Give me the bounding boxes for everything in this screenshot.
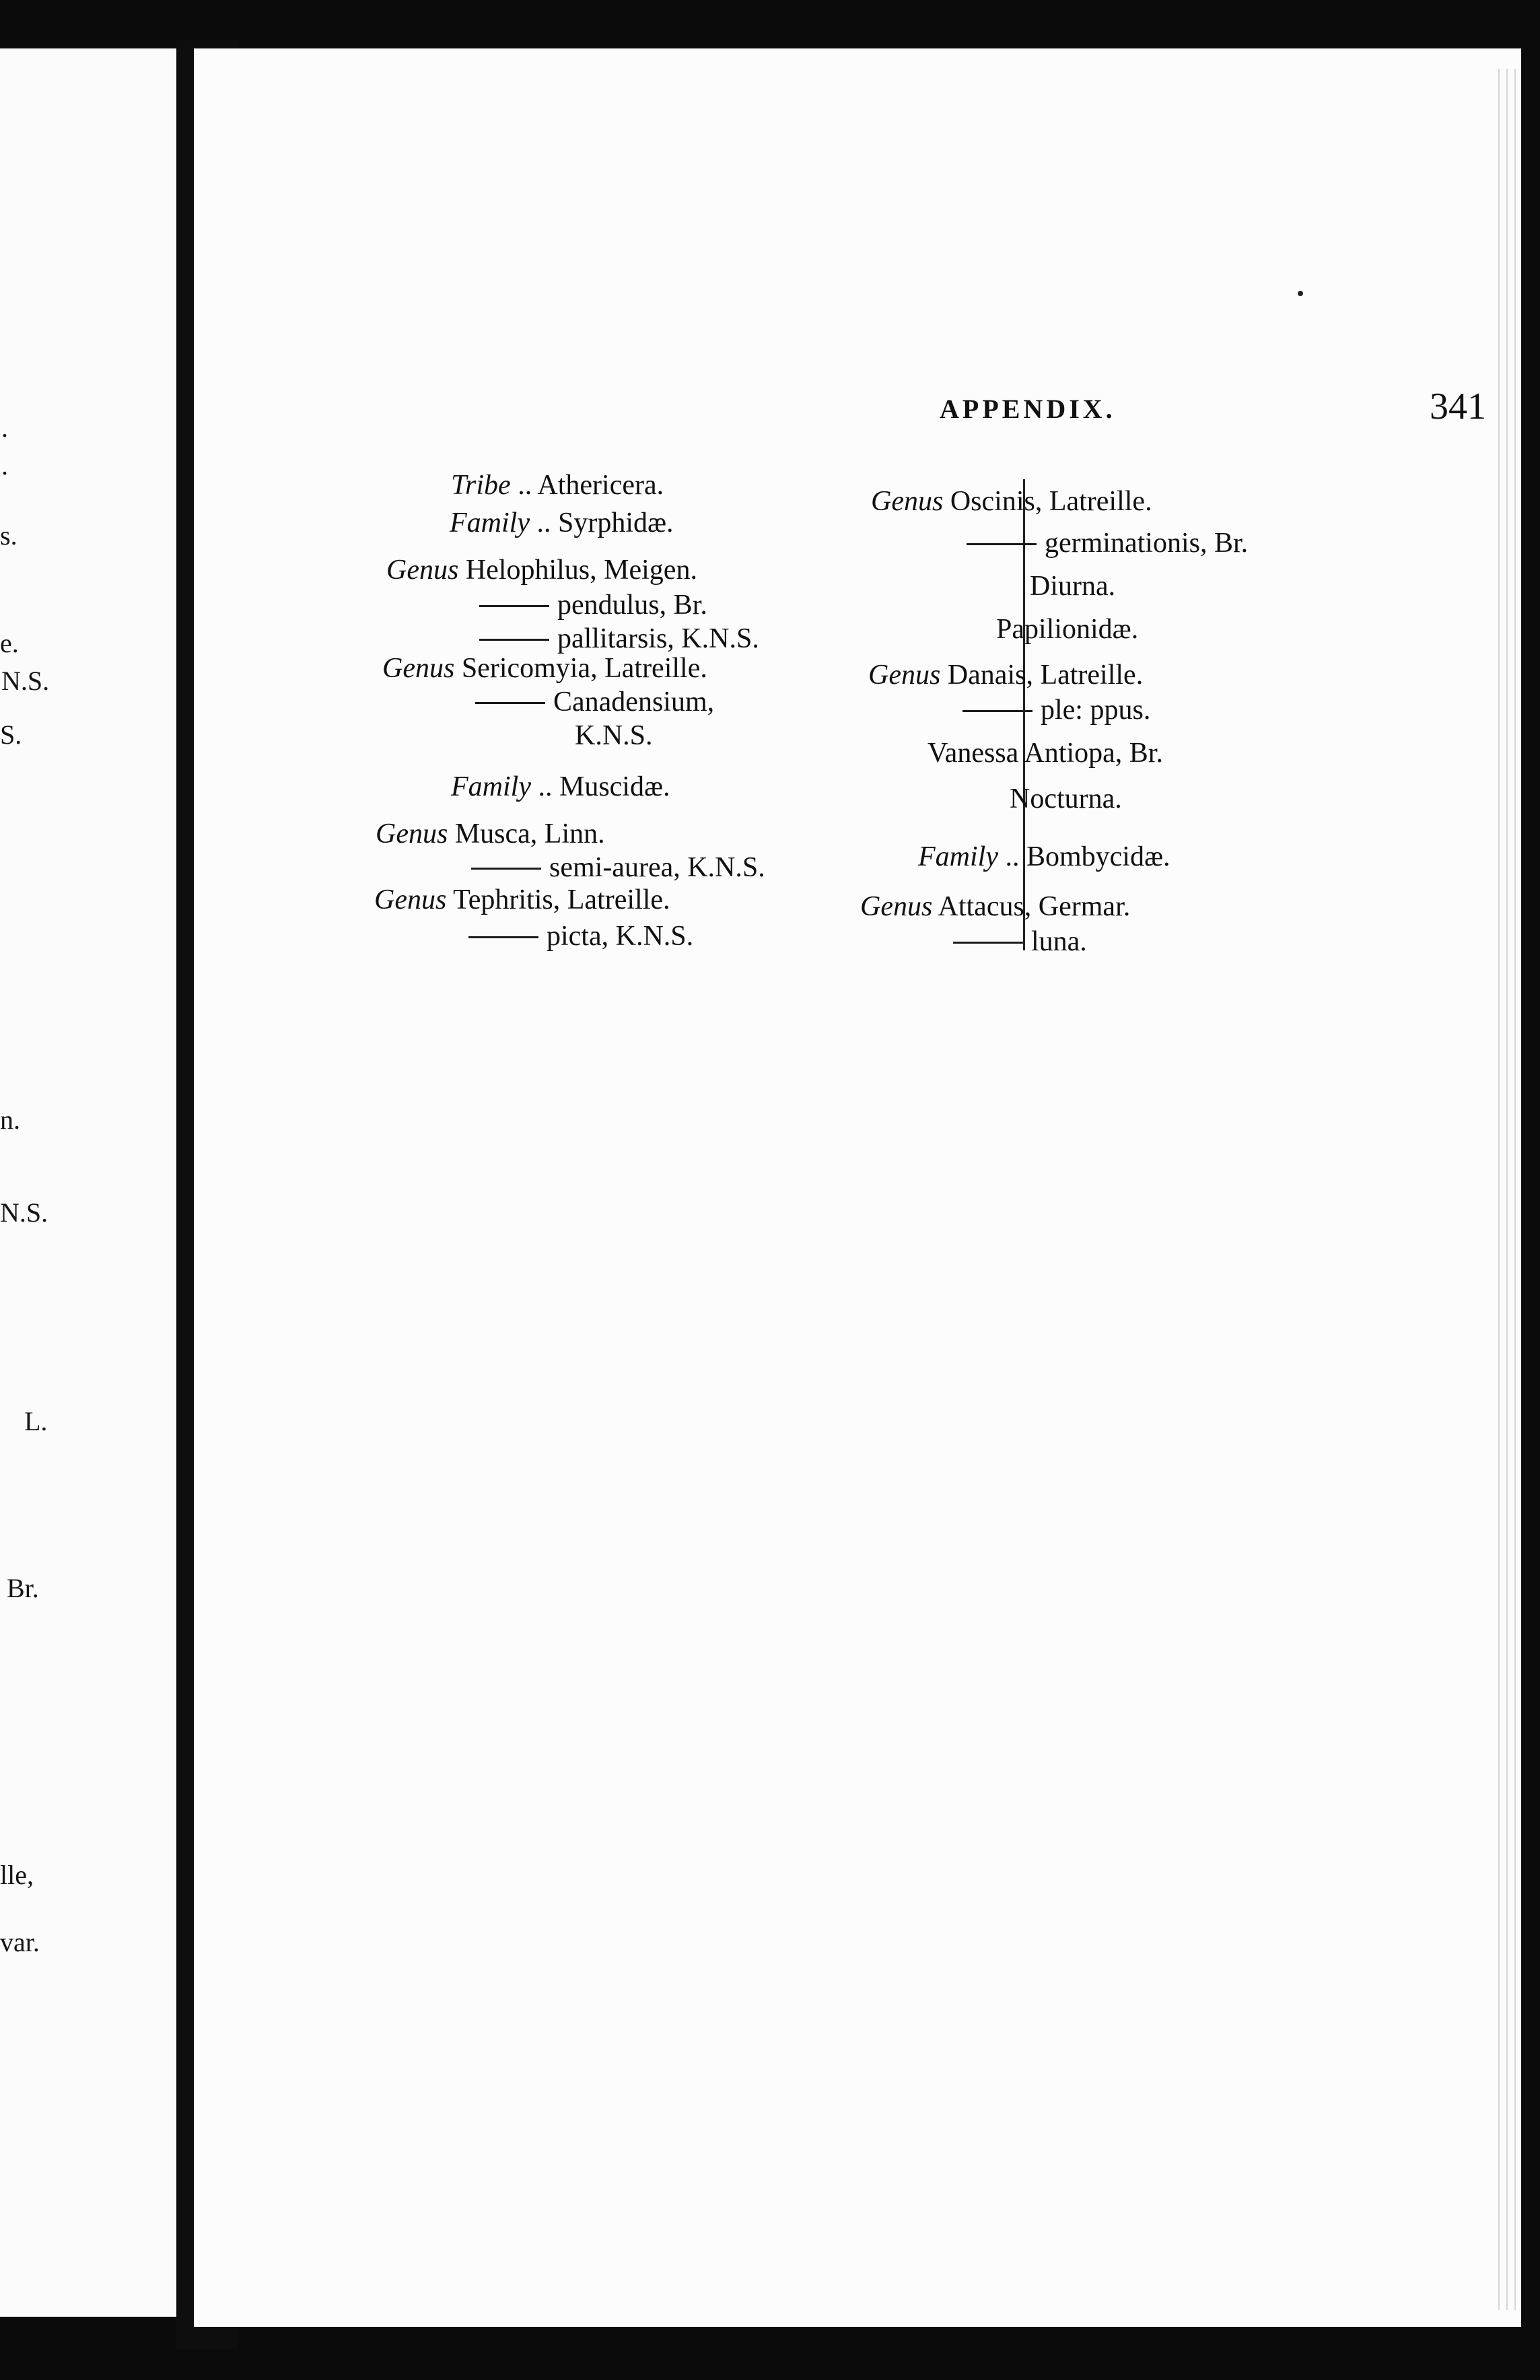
left-fragment: Br. xyxy=(7,1573,39,1603)
ditto-dash xyxy=(479,639,549,641)
ditto-dash xyxy=(468,936,538,938)
taxon-line xyxy=(450,509,674,537)
rank-separator: .. xyxy=(510,470,538,501)
taxon-line xyxy=(451,773,670,801)
species-name: luna. xyxy=(1031,926,1087,957)
division-heading: Diurna. xyxy=(1030,571,1116,602)
left-fragment: s. xyxy=(0,520,18,551)
taxon-line xyxy=(868,661,1143,689)
taxon-name: Oscinis, Latreille. xyxy=(943,486,1152,517)
taxon-line xyxy=(386,556,697,584)
left-fragment: S. xyxy=(0,720,22,750)
rank-label: Genus xyxy=(382,653,455,684)
species-line xyxy=(471,853,765,882)
rank-label: Family xyxy=(450,508,530,538)
family-heading: Papilionidæ. xyxy=(996,614,1139,645)
left-fragment: L. xyxy=(24,1406,48,1436)
ditto-dash xyxy=(471,868,541,870)
taxon-line xyxy=(871,487,1152,516)
species-line xyxy=(953,928,1087,956)
taxon-name: Sericomyia, Latreille. xyxy=(454,653,707,684)
left-fragment: e. xyxy=(0,628,19,658)
taxon-name: Bombycidæ. xyxy=(1026,841,1170,872)
taxon-name: Syrphidæ. xyxy=(557,508,674,538)
taxon-name: Tephritis, Latreille. xyxy=(446,884,670,915)
taxon-line xyxy=(376,820,605,848)
ditto-dash xyxy=(475,702,545,704)
rank-label: Genus xyxy=(376,818,448,849)
taxon-name: Muscidæ. xyxy=(559,771,670,802)
authority-line: K.N.S. xyxy=(575,720,653,751)
species-line xyxy=(468,922,693,950)
taxon-line xyxy=(374,886,670,914)
book-page xyxy=(194,48,1521,2327)
division-heading: Nocturna. xyxy=(1010,783,1122,814)
rank-separator: .. xyxy=(529,508,558,538)
rank-separator: .. xyxy=(998,841,1026,872)
ditto-dash xyxy=(953,942,1023,944)
left-fragment: lle, xyxy=(0,1860,34,1890)
species-line xyxy=(479,591,707,619)
taxon-line xyxy=(860,893,1130,921)
rank-label: Genus xyxy=(871,486,944,517)
species-name: pendulus, Br. xyxy=(557,590,707,621)
taxon-line xyxy=(451,471,664,499)
left-fragment: . xyxy=(1,450,8,481)
left-fragment: n. xyxy=(0,1105,20,1135)
species-name: ple: ppus. xyxy=(1041,695,1151,726)
taxon-name: Attacus, Germar. xyxy=(932,891,1131,922)
left-facing-page xyxy=(0,48,176,2317)
species-line: Vanessa Antiopa, Br. xyxy=(928,738,1163,769)
rank-label: Tribe xyxy=(451,470,511,501)
page-number: 341 xyxy=(1430,386,1486,427)
taxon-line xyxy=(918,843,1170,871)
rank-label: Genus xyxy=(386,555,459,586)
taxon-line xyxy=(382,654,707,682)
running-head: APPENDIX. xyxy=(940,394,1116,424)
rank-label: Family xyxy=(918,841,998,872)
rank-label: Genus xyxy=(860,891,933,922)
rank-label: Genus xyxy=(868,660,941,691)
taxon-name: Musca, Linn. xyxy=(448,818,605,849)
species-name: germinationis, Br. xyxy=(1045,528,1249,559)
species-name: pallitarsis, K.N.S. xyxy=(557,623,759,654)
ink-speck xyxy=(1298,291,1303,296)
rank-label: Family xyxy=(451,771,531,802)
species-line xyxy=(967,529,1248,557)
species-name: Canadensium, xyxy=(553,687,715,718)
species-line xyxy=(479,625,759,653)
ditto-dash xyxy=(479,605,549,607)
rank-label: Genus xyxy=(374,884,447,915)
left-fragment: N.S. xyxy=(0,1197,48,1228)
left-fragment: . xyxy=(1,413,8,443)
ditto-dash xyxy=(963,710,1032,712)
ditto-dash xyxy=(967,543,1037,545)
taxon-name: Athericera. xyxy=(537,470,664,501)
rank-separator: .. xyxy=(530,771,559,802)
page-edge xyxy=(1494,69,1521,2310)
left-fragment: N.S. xyxy=(1,666,50,696)
taxon-name: Helophilus, Meigen. xyxy=(458,555,697,586)
left-fragment: var. xyxy=(0,1927,40,1957)
taxon-name: Danais, Latreille. xyxy=(940,660,1144,691)
species-line xyxy=(963,696,1150,724)
species-line xyxy=(475,688,714,716)
species-name: semi-aurea, K.N.S. xyxy=(549,852,765,883)
species-name: picta, K.N.S. xyxy=(547,921,694,952)
